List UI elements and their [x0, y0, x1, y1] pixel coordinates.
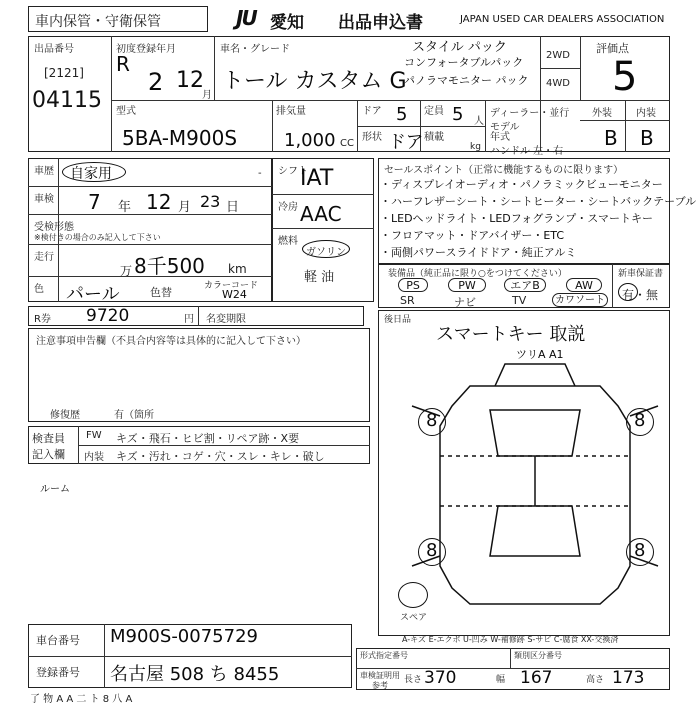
reg-year-label: 初度登録年月	[116, 44, 176, 55]
lot-label: 出品番号	[34, 44, 74, 55]
model-name: トール カスタム G	[222, 69, 407, 94]
color-label: 色	[34, 284, 44, 295]
cert-label-3: 車検証明用	[360, 671, 400, 680]
equip-airbag: エアB	[504, 278, 546, 292]
ac-value: AAC	[300, 202, 342, 226]
inspection-d: 日	[226, 200, 240, 215]
length-value: 370	[424, 668, 457, 688]
handle-label: ハンドル 左・右	[490, 146, 564, 157]
car-diagram	[400, 356, 670, 618]
height-label: 高さ	[586, 675, 605, 685]
ext-grade: B	[604, 126, 618, 150]
logo-text: 愛知	[270, 13, 304, 33]
drive-2wd: 2WD	[546, 50, 570, 61]
equip-pw: PW	[448, 278, 486, 292]
ticket-unit: 円	[184, 314, 194, 325]
diagram-note: ツリA A1	[516, 348, 564, 361]
association-name: JAPAN USED CAR DEALERS ASSOCIATION	[460, 14, 665, 25]
model-option-3: パノラマモニター パック	[404, 74, 529, 87]
ticket-value: 9720	[86, 306, 130, 326]
name-change-label: 名変期限	[206, 314, 246, 325]
equipment-label: 装備品（純正品に限り○をつけてください）	[388, 269, 567, 279]
new-car-label: 新車保証書	[618, 269, 664, 279]
fuel-label: 燃料	[278, 236, 298, 247]
inspection-month: 12	[146, 190, 172, 214]
inspection-day: 23	[200, 192, 221, 211]
reg-month-unit: 月	[202, 90, 212, 101]
mileage-label: 走行	[34, 252, 54, 263]
sales-line-1: ・ディスプレイオーディオ・パノラミックビューモニター	[380, 178, 663, 191]
width-label: 幅	[496, 675, 506, 685]
load-unit: kg	[470, 142, 481, 152]
inspection-label: 車検	[34, 194, 54, 205]
grade-label: 評価点	[596, 42, 629, 55]
new-car-value: 有・無	[622, 288, 659, 302]
form-title: 出品申込書	[338, 13, 423, 33]
mileage-man: 万	[120, 264, 133, 278]
color-change: 色替	[150, 286, 172, 299]
color-code-label: カラーコード	[204, 281, 259, 291]
repair-value: 有（箇所	[114, 410, 154, 421]
plate-label: 登録番号	[36, 666, 80, 679]
fuel-gas: ガソリン	[306, 247, 346, 258]
shift-label: シフト	[278, 166, 308, 177]
storage-tag: 車内保管・守衛保管	[35, 14, 161, 30]
inspection-year: 7	[88, 190, 101, 214]
fw-label: FW	[86, 430, 102, 441]
cert-label-2: 類別区分番号	[514, 651, 562, 660]
mileage-value: 8千500	[134, 254, 205, 278]
ext-label: 外装	[592, 108, 612, 119]
grade-value: 5	[612, 54, 638, 100]
chassis-value: M900S-0075729	[110, 626, 258, 647]
model-option-1: スタイル パック	[412, 40, 507, 55]
length-label: 長さ	[404, 675, 423, 685]
lot-number: 04115	[32, 88, 102, 113]
ju-logo: JU	[236, 6, 256, 30]
fw-items: キズ・飛石・ヒビ割・リペア跡・X要	[116, 432, 300, 445]
capacity-label: 定員	[424, 106, 444, 117]
inspector-note: ルーム	[40, 484, 70, 495]
tire-rr-value: 8	[634, 540, 646, 561]
history-dash: -	[258, 168, 262, 179]
dealer-label: ディーラー・並行	[490, 108, 570, 119]
tire-fr-value: 8	[634, 410, 646, 431]
form-note: ※検付きの場合のみ記入して下さい	[34, 233, 161, 242]
spare-label: スペア	[400, 613, 428, 623]
addon-label: 後日品	[384, 315, 412, 325]
type-label: 型式	[116, 106, 136, 117]
shape-value: ドア	[388, 132, 424, 153]
shape-label: 形状	[362, 132, 382, 143]
notes-label: 注意事項申告欄（不具合内容等は具体的に記入して下さい）	[36, 336, 306, 347]
lot-sub: [2121]	[44, 66, 84, 80]
height-value: 173	[612, 668, 645, 688]
cert-label-1: 形式指定番号	[360, 651, 408, 660]
int-grade: B	[640, 126, 654, 150]
inspector-label-1: 検査員	[32, 432, 65, 445]
mileage-unit: km	[228, 262, 247, 276]
tire-rl-value: 8	[426, 540, 438, 561]
fuel-diesel: 軽 油	[304, 270, 335, 285]
inspector-label-2: 記入欄	[32, 448, 65, 461]
tire-fl-value: 8	[426, 410, 438, 431]
equip-sr: SR	[400, 294, 415, 307]
inspection-m: 月	[178, 200, 192, 215]
repair-label: 修復歴	[50, 410, 80, 421]
storage-tag-box	[28, 6, 208, 32]
sales-line-2: ・ハーフレザーシート・シートヒーター・シートバックテーブル	[380, 195, 697, 208]
doors-label: ドア	[362, 106, 382, 117]
color-value: パール	[66, 284, 120, 305]
equip-tv: TV	[512, 294, 527, 307]
capacity-value: 5	[452, 104, 464, 125]
color-code: W24	[222, 288, 247, 301]
displacement-unit: CC	[340, 138, 354, 149]
model-label: 車名・グレード	[220, 44, 290, 55]
addon-value: スマートキー 取説	[436, 324, 586, 345]
doors-value: 5	[396, 104, 408, 125]
sales-line-3: ・LEDヘッドライト・LEDフォグランプ・スマートキー	[380, 212, 653, 225]
spare-tire	[398, 582, 428, 608]
interior-items: キズ・汚れ・コゲ・穴・スレ・キレ・破し	[116, 450, 325, 463]
sales-line-4: ・フロアマット・ドアバイザー・ETC	[380, 229, 565, 242]
int-label: 内装	[636, 108, 656, 119]
reg-month: 12	[176, 68, 204, 93]
footer-partial: 了 物 A A 二 ト 8 八 A	[30, 694, 133, 705]
interior-label: 内装	[84, 452, 104, 463]
form-label: 受検形態	[34, 222, 74, 233]
drive-4wd: 4WD	[546, 78, 570, 89]
ticket-label: R券	[34, 314, 51, 325]
equip-ps: PS	[398, 278, 428, 292]
equip-aw: AW	[566, 278, 602, 292]
model-year-label: モデル	[490, 122, 520, 133]
displacement-label: 排気量	[276, 106, 306, 117]
model-option-2: コンフォータブルパック	[404, 56, 524, 69]
equip-navi: ナビ	[454, 296, 476, 309]
capacity-unit: 人	[474, 116, 484, 127]
plate-value: 名古屋 508 ち 8455	[110, 664, 280, 685]
cert-ref: 参考	[372, 681, 388, 690]
shift-value: IAT	[300, 166, 334, 191]
year-label: 年式	[490, 132, 510, 143]
ac-label: 冷房	[278, 202, 298, 213]
reg-era: R	[116, 52, 130, 76]
sales-line-5: ・両側パワースライドドア・純正アルミ	[380, 246, 577, 259]
chassis-label: 車台番号	[36, 634, 80, 647]
displacement-value: 1,000	[284, 130, 336, 151]
history-value: 自家用	[70, 166, 112, 182]
load-label: 積載	[424, 132, 444, 143]
new-car-circle	[618, 283, 638, 301]
inspection-y: 年	[118, 200, 132, 215]
reg-year: 2	[148, 68, 164, 96]
history-label: 車歴	[34, 166, 54, 177]
ticket-row	[28, 306, 364, 326]
type-value: 5BA-M900S	[122, 126, 238, 150]
damage-legend: A-キズ E-エクボ U-凹み W-補修跡 S-サビ C-腐食 XX-交換済	[402, 635, 619, 644]
width-value: 167	[520, 668, 553, 688]
equip-cassette: カワソート	[552, 293, 608, 307]
sales-label: セールスポイント（正常に機能するものに限ります）	[384, 165, 624, 176]
